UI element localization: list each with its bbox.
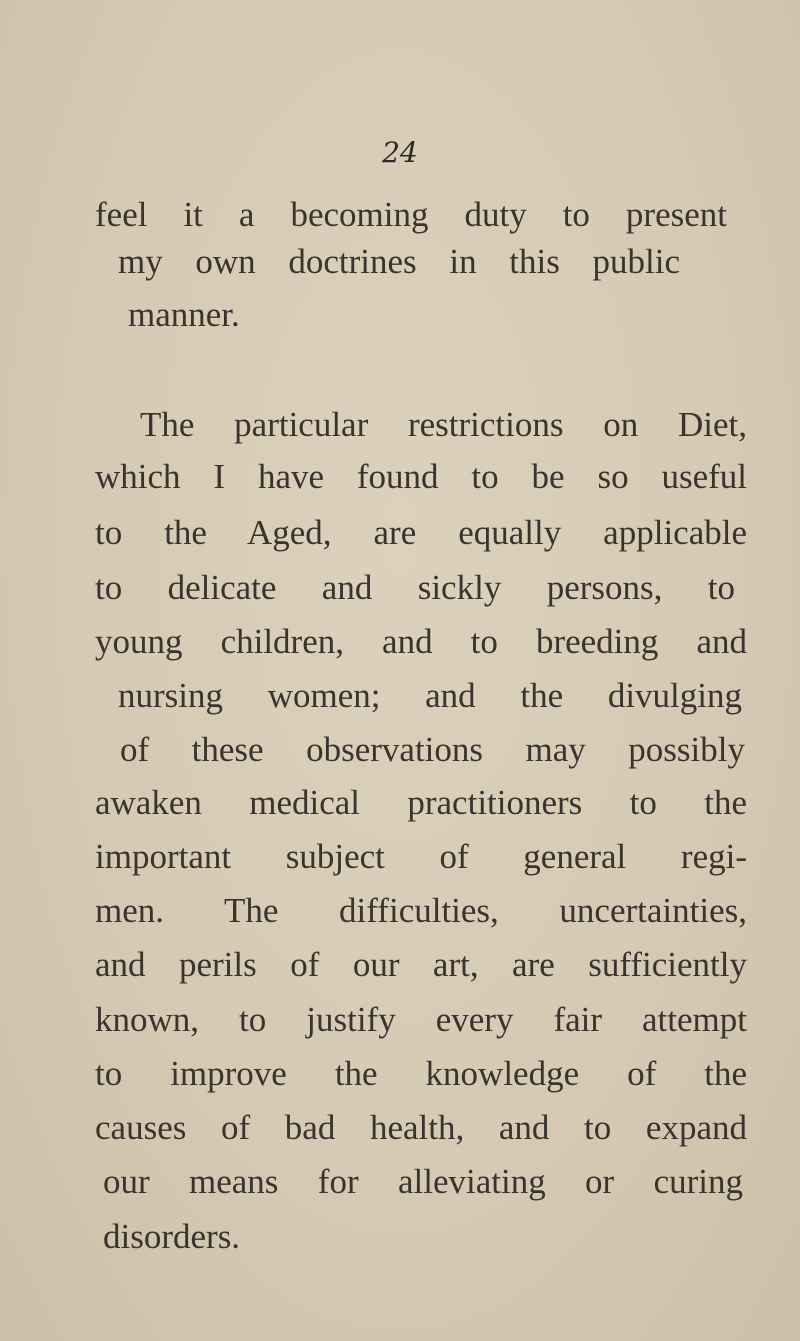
text-line: and perils of our art, are sufficiently (95, 945, 747, 984)
text-line: my own doctrines in this public (118, 242, 680, 281)
text-line: young children, and to breeding and (95, 622, 747, 661)
text-line: to delicate and sickly persons, to (95, 568, 735, 607)
text-line: known, to justify every fair attempt (95, 1000, 747, 1039)
text-line: feel it a becoming duty to present (95, 195, 727, 234)
text-line: our means for alleviating or curing (103, 1162, 743, 1201)
page-number: 24 (382, 136, 418, 169)
text-line: disorders. (103, 1217, 241, 1256)
text-line: to the Aged, are equally applicable (95, 513, 747, 552)
text-line: important subject of general regi- (95, 837, 747, 876)
text-line: which I have found to be so useful (95, 457, 747, 496)
text-line: nursing women; and the divulging (118, 676, 742, 715)
text-line: causes of bad health, and to expand (95, 1108, 747, 1147)
text-line: of these observations may possibly (120, 730, 745, 769)
text-line: to improve the knowledge of the (95, 1054, 747, 1093)
text-line: The particular restrictions on Diet, (140, 405, 747, 444)
text-line: awaken medical practitioners to the (95, 783, 747, 822)
text-line: manner. (128, 295, 240, 334)
text-line: men. The difficulties, uncertainties, (95, 891, 747, 930)
